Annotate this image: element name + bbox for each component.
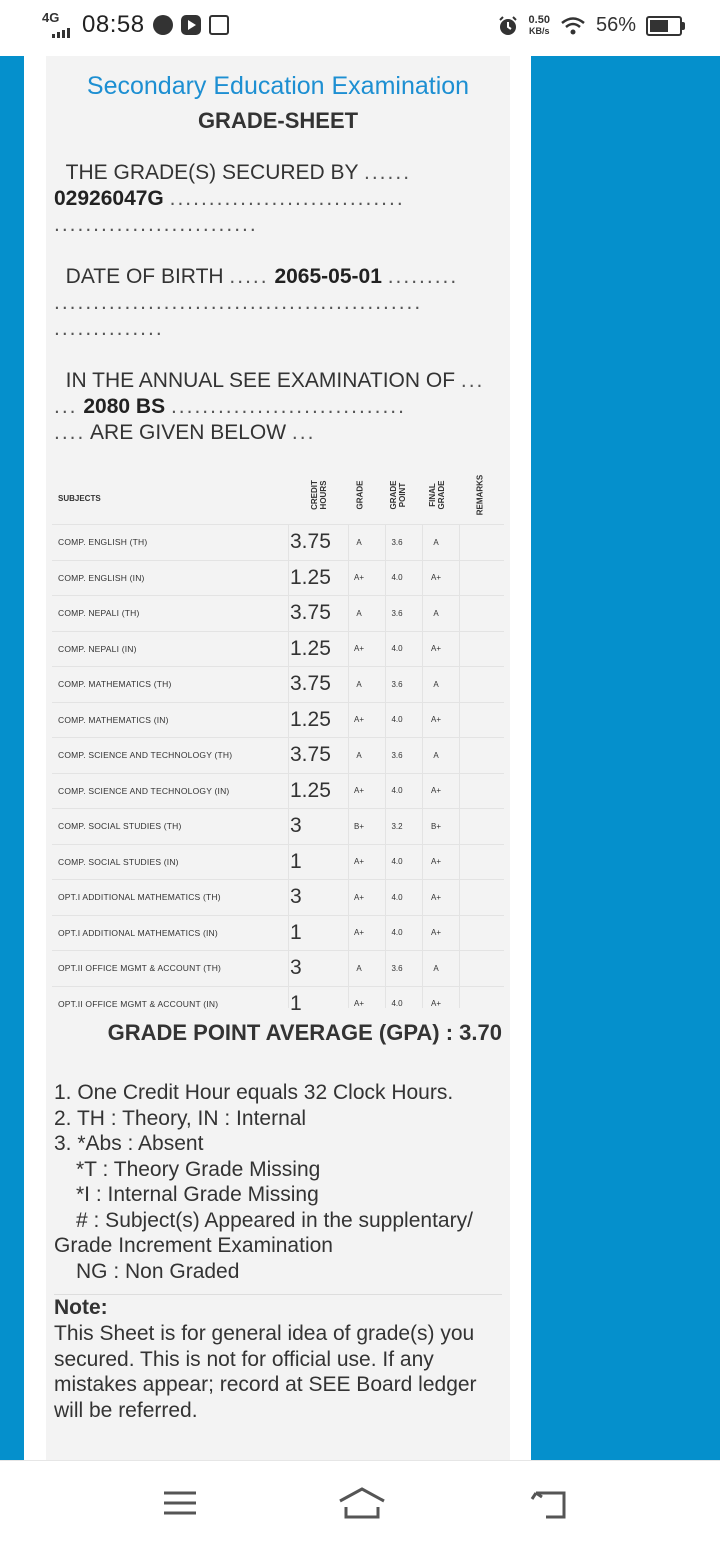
table-row xyxy=(52,915,504,951)
gpa-summary: GRADE POINT AVERAGE (GPA) : 3.70 xyxy=(107,1020,502,1045)
subject-cell: COMP. ENGLISH (IN) xyxy=(58,572,145,583)
note-heading: Note: xyxy=(54,1296,108,1319)
grade-point-cell: 4.0 xyxy=(391,786,403,796)
battery-percent: 56% xyxy=(595,14,636,36)
youtube-icon xyxy=(181,15,201,35)
right-blue-panel xyxy=(531,56,720,1460)
header-final-grade: FINAL GRADE xyxy=(428,480,446,510)
menu-icon[interactable] xyxy=(160,1483,200,1523)
status-bar xyxy=(0,0,720,56)
grade-cell: A xyxy=(356,963,362,973)
credit-hours-cell: 3 xyxy=(290,814,302,838)
network-speed: 0.50 KB/s xyxy=(528,13,550,36)
credit-hours-cell: 1 xyxy=(290,991,302,1015)
subject-cell: OPT.II OFFICE MGMT & ACCOUNT (IN) xyxy=(58,998,219,1009)
credit-hours-cell: 3.75 xyxy=(290,743,331,767)
grade-cell: A+ xyxy=(353,892,364,902)
grade-point-cell: 4.0 xyxy=(391,644,403,654)
exam-year: 2080 BS xyxy=(83,395,166,418)
credit-hours-cell: 1.25 xyxy=(290,778,331,802)
signal-icon: 4G xyxy=(42,10,74,40)
table-row xyxy=(52,808,504,844)
grade-point-cell: 4.0 xyxy=(391,715,403,725)
grade-point-cell: 4.0 xyxy=(391,573,403,583)
credit-hours-cell: 3.75 xyxy=(290,530,331,554)
subject-cell: OPT.I ADDITIONAL MATHEMATICS (TH) xyxy=(58,892,221,903)
grade-point-cell: 4.0 xyxy=(391,857,403,867)
credit-hours-cell: 1.25 xyxy=(290,636,331,660)
header-credit-hours: CREDIT HOURS xyxy=(310,480,328,510)
viber-icon xyxy=(153,15,173,35)
grade-point-cell: 3.6 xyxy=(391,679,403,689)
table-row xyxy=(52,737,504,773)
table-row xyxy=(52,702,504,738)
grade-cell: A xyxy=(356,608,362,618)
final-grade-cell: A+ xyxy=(430,999,441,1009)
symbol-number: 02926047G xyxy=(54,187,164,210)
subject-cell: COMP. SCIENCE AND TECHNOLOGY (IN) xyxy=(58,785,230,796)
credit-hours-cell: 1.25 xyxy=(290,707,331,731)
exam-block: IN THE ANNUAL SEE EXAMINATION OF ... ... 2080 BS .............................. .... ARE GIVEN BELOW ... xyxy=(54,369,485,444)
table-row xyxy=(52,595,504,631)
battery-icon xyxy=(646,16,682,36)
subject-cell: COMP. SOCIAL STUDIES (TH) xyxy=(58,821,182,832)
subject-cell: COMP. MATHEMATICS (IN) xyxy=(58,714,169,725)
table-row xyxy=(52,631,504,667)
grade-point-cell: 4.0 xyxy=(391,928,403,938)
table-row xyxy=(52,666,504,702)
final-grade-cell: A+ xyxy=(430,786,441,796)
final-grade-cell: B+ xyxy=(430,821,441,831)
credit-hours-cell: 3 xyxy=(290,956,302,980)
credit-hours-cell: 1.25 xyxy=(290,565,331,589)
grade-cell: A xyxy=(356,679,362,689)
table-row xyxy=(52,844,504,880)
subject-cell: COMP. SCIENCE AND TECHNOLOGY (TH) xyxy=(58,750,233,761)
grade-cell: A+ xyxy=(353,715,364,725)
gallery-icon xyxy=(209,15,229,35)
credit-hours-cell: 3.75 xyxy=(290,672,331,696)
grade-point-cell: 3.6 xyxy=(391,608,403,618)
credit-hours-cell: 3 xyxy=(290,885,302,909)
header-remarks: REMARKS xyxy=(475,474,485,516)
grade-cell: A xyxy=(356,537,362,547)
grade-cell: A+ xyxy=(353,999,364,1009)
credit-hours-cell: 1 xyxy=(290,849,302,873)
credit-hours-cell: 3.75 xyxy=(290,601,331,625)
subject-cell: COMP. NEPALI (IN) xyxy=(58,643,137,654)
header-grade: GRADE xyxy=(355,480,365,510)
left-blue-panel xyxy=(0,56,24,1460)
table-row xyxy=(52,879,504,915)
subject-cell: OPT.I ADDITIONAL MATHEMATICS (IN) xyxy=(58,927,218,938)
page-title: Secondary Education Examination xyxy=(86,72,470,100)
final-grade-cell: A xyxy=(433,750,439,760)
dob-block: DATE OF BIRTH ..... 2065-05-01 ......... ............................................... .............. xyxy=(54,265,459,340)
dob-value: 2065-05-01 xyxy=(274,265,382,288)
clock: 08:58 xyxy=(82,11,145,38)
grade-cell: A xyxy=(356,750,362,760)
final-grade-cell: A xyxy=(433,537,439,547)
grade-point-cell: 3.6 xyxy=(391,750,403,760)
table-row xyxy=(52,773,504,809)
notes-list: 1. One Credit Hour equals 32 Clock Hours. 2. TH : Theory, IN : Internal 3. *Abs : Absent *T : Theory Grade Missing *I : Internal Grade Missing # : Subject(s) Appeared in the supplentary/ Grade Increment Examination NG : Non Graded xyxy=(54,1081,473,1283)
sheet-subtitle: GRADE-SHEET xyxy=(197,108,359,133)
grade-cell: A+ xyxy=(353,857,364,867)
alarm-icon xyxy=(497,15,519,37)
note-text: This Sheet is for general idea of grade(s) you secured. This is not for official use. If any mistakes appear; record at SEE Board ledger will be referred. xyxy=(54,1322,477,1422)
credit-hours-cell: 1 xyxy=(290,920,302,944)
secured-by-block: THE GRADE(S) SECURED BY ...... 02926047G .............................. .......................... xyxy=(54,161,412,236)
back-icon[interactable] xyxy=(530,1483,570,1523)
grade-point-cell: 4.0 xyxy=(391,999,403,1009)
table-row xyxy=(52,524,504,560)
final-grade-cell: A+ xyxy=(430,644,441,654)
subject-cell: OPT.II OFFICE MGMT & ACCOUNT (TH) xyxy=(58,963,222,974)
final-grade-cell: A xyxy=(433,679,439,689)
grade-sheet xyxy=(46,56,510,1460)
subject-cell: COMP. ENGLISH (TH) xyxy=(58,537,148,548)
table-row xyxy=(52,950,504,986)
subject-cell: COMP. MATHEMATICS (TH) xyxy=(58,679,172,690)
header-grade-point: GRADE POINT xyxy=(389,480,407,510)
final-grade-cell: A+ xyxy=(430,928,441,938)
home-icon[interactable] xyxy=(338,1483,386,1523)
final-grade-cell: A+ xyxy=(430,573,441,583)
grade-point-cell: 3.6 xyxy=(391,537,403,547)
grade-point-cell: 3.2 xyxy=(391,821,403,831)
table-row xyxy=(52,986,504,1022)
subject-cell: COMP. NEPALI (TH) xyxy=(58,608,140,619)
divider xyxy=(54,1294,502,1295)
grade-cell: B+ xyxy=(353,821,364,831)
wifi-icon xyxy=(560,16,586,36)
table-row xyxy=(52,560,504,596)
grade-cell: A+ xyxy=(353,644,364,654)
final-grade-cell: A xyxy=(433,963,439,973)
final-grade-cell: A+ xyxy=(430,892,441,902)
final-grade-cell: A xyxy=(433,608,439,618)
grade-cell: A+ xyxy=(353,573,364,583)
subject-cell: COMP. SOCIAL STUDIES (IN) xyxy=(58,856,179,867)
grade-point-cell: 4.0 xyxy=(391,892,403,902)
grade-cell: A+ xyxy=(353,928,364,938)
final-grade-cell: A+ xyxy=(430,715,441,725)
grade-point-cell: 3.6 xyxy=(391,963,403,973)
table-header: SUBJECTS CREDIT HOURS GRADE GRADE POINT FINAL GRADE REMARKS xyxy=(58,474,485,516)
final-grade-cell: A+ xyxy=(430,857,441,867)
grade-cell: A+ xyxy=(353,786,364,796)
navigation-bar xyxy=(0,1460,720,1545)
grades-table xyxy=(52,464,504,1021)
